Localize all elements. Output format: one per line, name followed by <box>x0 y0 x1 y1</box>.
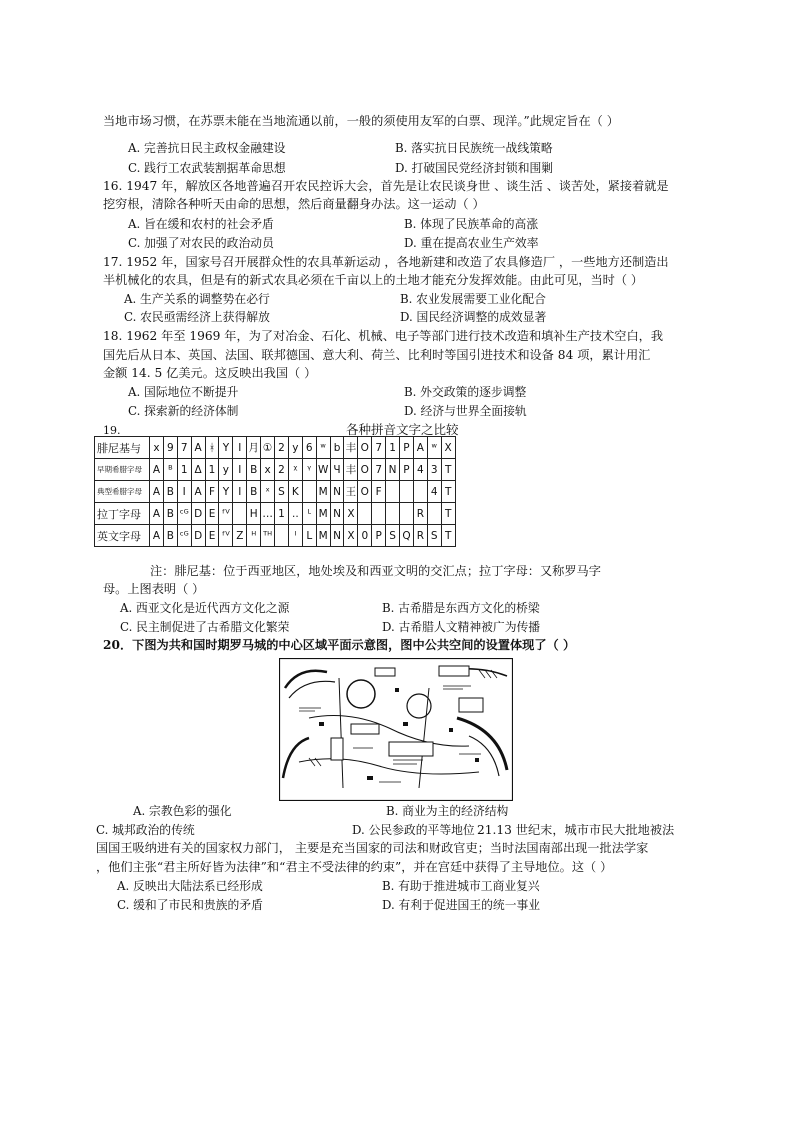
alphabet-cell: B <box>247 481 261 503</box>
alphabet-cell: B <box>163 525 177 547</box>
alphabet-cell: 0 <box>358 525 372 547</box>
q19-note-line2: 母。上图表明（ ） <box>103 582 205 596</box>
q20-option-d: D. 公民参政的平等地位 <box>352 823 475 837</box>
q19-option-b: B. 古希腊是东西方文化的桥梁 <box>382 601 540 615</box>
alphabet-cell: 丰 <box>344 459 358 481</box>
alphabet-cell: b <box>330 437 344 459</box>
q21-option-a: A. 反映出大陆法系已经形成 <box>117 879 263 893</box>
alphabet-cell: I <box>233 437 247 459</box>
alphabet-cell: X <box>344 503 358 525</box>
alphabet-cell: ᚼ <box>205 437 219 459</box>
q21-option-c: C. 缓和了市民和贵族的矛盾 <box>117 898 263 912</box>
alphabet-cell: E <box>205 525 219 547</box>
alphabet-cell: N <box>330 525 344 547</box>
alphabet-cell: M <box>316 481 330 503</box>
alphabet-cell: ᵀᴴ <box>261 525 275 547</box>
alphabet-cell <box>372 503 386 525</box>
alphabet-cell: 2 <box>275 459 289 481</box>
alphabet-cell: W <box>316 459 330 481</box>
q21-stem-start: 21.13 世纪末，城市市民大批地被法 <box>477 823 675 837</box>
alphabet-cell: 7 <box>372 437 386 459</box>
alphabet-cell: ᵞ <box>302 459 316 481</box>
alphabet-cell: 3 <box>427 459 441 481</box>
alphabet-row <box>95 437 456 459</box>
alphabet-cell: ① <box>261 437 275 459</box>
alphabet-cell: ʷ <box>316 437 330 459</box>
alphabet-cell <box>233 503 247 525</box>
alphabet-cell: ᴵ <box>288 525 302 547</box>
alphabet-row-label: 典型希腊字母 <box>95 481 150 503</box>
alphabet-cell: F <box>205 481 219 503</box>
alphabet-cell: B <box>163 481 177 503</box>
alphabet-cell: A <box>191 437 205 459</box>
alphabet-cell: P <box>400 459 414 481</box>
alphabet-cell: B <box>247 459 261 481</box>
alphabet-cell: M <box>316 525 330 547</box>
alphabet-row-label: 早期希腊字母 <box>95 459 150 481</box>
alphabet-cell: 7 <box>177 437 191 459</box>
alphabet-cell: N <box>386 459 400 481</box>
q18-option-c: C. 探索新的经济体制 <box>128 404 239 418</box>
alphabet-cell: T <box>441 503 455 525</box>
alphabet-cell <box>386 481 400 503</box>
alphabet-cell: ᶠⱽ <box>219 525 233 547</box>
alphabet-cell: I <box>177 481 191 503</box>
alphabet-cell: F <box>372 481 386 503</box>
alphabet-cell: T <box>441 459 455 481</box>
q17-option-c: C. 农民亟需经济上获得解放 <box>124 310 270 324</box>
alphabet-cell: ᶠⱽ <box>219 503 233 525</box>
q19-table-title: 各种拼音文字之比较 <box>346 422 459 437</box>
q20-stem: 20．下图为共和国时期罗马城的中心区域平面示意图，图中公共空间的设置体现了（ ） <box>103 638 576 652</box>
alphabet-cell: A <box>413 437 427 459</box>
alphabet-cell: X <box>441 437 455 459</box>
rome-city-center-map <box>279 658 513 801</box>
q17-option-b: B. 农业发展需要工业化配合 <box>400 292 546 306</box>
alphabet-cell: 9 <box>163 437 177 459</box>
alphabet-cell: A <box>150 459 164 481</box>
alphabet-cell <box>400 481 414 503</box>
q19-option-d: D. 古希腊人文精神被广为传播 <box>382 620 541 634</box>
alphabet-cell: 1 <box>177 459 191 481</box>
q15-option-c: C. 践行工农武装割据革命思想 <box>128 161 286 175</box>
alphabet-row <box>95 525 456 547</box>
q19-number: 19. <box>103 424 121 437</box>
alphabet-cell: X <box>344 525 358 547</box>
alphabet-cell: Ч <box>330 459 344 481</box>
q17-stem-line2: 半机械化的农具，但是有的新式农具必须在千亩以上的土地才能充分发挥效能。由此可见，当时（ ） <box>103 273 644 287</box>
alphabet-cell <box>386 503 400 525</box>
alphabet-cell: R <box>413 525 427 547</box>
alphabet-cell: y <box>288 437 302 459</box>
q19-option-a: A. 西亚文化是近代西方文化之源 <box>120 601 290 615</box>
q18-option-b: B. 外交政策的逐步调整 <box>404 385 527 399</box>
alphabet-cell: A <box>150 525 164 547</box>
alphabet-row <box>95 503 456 525</box>
alphabet-cell: ᴴ <box>247 525 261 547</box>
alphabet-cell: ˣ <box>261 481 275 503</box>
alphabet-cell: H <box>247 503 261 525</box>
alphabet-cell: N <box>330 503 344 525</box>
q17-option-a: A. 生产关系的调整势在必行 <box>124 292 270 306</box>
alphabet-cell: ᶜᴳ <box>177 525 191 547</box>
q15-option-a: A. 完善抗日民主政权金融建设 <box>128 141 286 155</box>
alphabet-cell: I <box>233 481 247 503</box>
alphabet-cell: 7 <box>372 459 386 481</box>
q16-option-d: D. 重在提高农业生产效率 <box>404 236 539 250</box>
q19-option-c: C. 民主制促进了古希腊文化繁荣 <box>120 620 290 634</box>
q15-stem-end: 当地市场习惯，在苏票未能在当地流通以前，一般的须使用友军的白票、现洋。”此规定旨在（ ） <box>103 114 619 128</box>
alphabet-cell: P <box>372 525 386 547</box>
q20-option-c: C. 城邦政治的传统 <box>96 823 195 837</box>
q20-option-a: A. 宗教色彩的强化 <box>133 804 232 818</box>
q16-option-a: A. 旨在缓和农村的社会矛盾 <box>128 217 274 231</box>
alphabet-cell: ᵡ <box>288 459 302 481</box>
alphabet-cell: .. <box>288 503 302 525</box>
alphabet-cell: B <box>163 503 177 525</box>
alphabet-cell: O <box>358 459 372 481</box>
alphabet-cell: 1 <box>205 459 219 481</box>
alphabet-comparison-table <box>94 436 456 547</box>
q16-stem-line2: 挖穷根，清除各种听天由命的思想，然后商量翻身办法。这一运动（ ） <box>103 197 485 211</box>
alphabet-cell: I <box>233 459 247 481</box>
alphabet-cell: ᴸ <box>302 503 316 525</box>
alphabet-cell: 1 <box>386 437 400 459</box>
alphabet-row-label: 英文字母 <box>95 525 150 547</box>
alphabet-cell: ʷ <box>427 437 441 459</box>
alphabet-cell: Δ <box>191 459 205 481</box>
q15-option-d: D. 打破国民党经济封锁和围剿 <box>395 161 554 175</box>
q18-stem-line3: 金额 14. 5 亿美元。这反映出我国（ ） <box>103 366 317 380</box>
alphabet-cell: K <box>288 481 302 503</box>
q21-stem-line2: 国国王吸纳进有关的国家权力部门， 主要是充当国家的司法和财政官吏；当时法国南部出现一批法学家 <box>96 841 649 855</box>
q19-note-line1: 注：腓尼基：位于西亚地区，地处埃及和西亚文明的交汇点；拉丁字母：又称罗马字 <box>150 564 601 578</box>
alphabet-cell: Z <box>233 525 247 547</box>
q16-stem-line1: 16. 1947 年，解放区各地普遍召开农民控诉大会，首先是让农民谈身世 、谈生活 、谈苦处，紧接着就是 <box>103 179 669 193</box>
q21-option-b: B. 有助于推进城市工商业复兴 <box>382 879 540 893</box>
alphabet-cell: S <box>427 525 441 547</box>
q18-stem-line2: 国先后从日本、英国、法国、联邦德国、意大利、荷兰、比利时等国引进技术和设备 84 项，累计用汇 <box>103 348 651 362</box>
q18-stem-line1: 18. 1962 年至 1969 年，为了对冶金、石化、机械、电子等部门进行技术改造和填补生产技术空白，我 <box>103 329 664 343</box>
alphabet-cell <box>427 503 441 525</box>
alphabet-cell <box>358 503 372 525</box>
alphabet-row <box>95 459 456 481</box>
q16-option-b: B. 体现了民族革命的高涨 <box>404 217 539 231</box>
alphabet-cell <box>400 503 414 525</box>
alphabet-cell: S <box>275 481 289 503</box>
alphabet-cell: E <box>205 503 219 525</box>
q21-option-d: D. 有利于促进国王的统一事业 <box>382 898 541 912</box>
alphabet-row-label: 腓尼基与 <box>95 437 150 459</box>
alphabet-cell: 6 <box>302 437 316 459</box>
alphabet-row <box>95 481 456 503</box>
q16-option-c: C. 加强了对农民的政治动员 <box>128 236 274 250</box>
alphabet-cell: y <box>219 459 233 481</box>
alphabet-cell <box>413 481 427 503</box>
alphabet-cell: L <box>302 525 316 547</box>
alphabet-cell: 4 <box>427 481 441 503</box>
alphabet-cell: Q <box>400 525 414 547</box>
q18-option-a: A. 国际地位不断提升 <box>128 385 239 399</box>
alphabet-cell: ᴮ <box>163 459 177 481</box>
alphabet-cell: D <box>191 503 205 525</box>
q15-option-b: B. 落实抗日民族统一战线策略 <box>395 141 553 155</box>
alphabet-cell: O <box>358 437 372 459</box>
alphabet-cell: O <box>358 481 372 503</box>
alphabet-cell: … <box>261 503 275 525</box>
q21-stem-line3: ，他们主张“君主所好皆为法律”和“君主不受法律的约束”，并在宫廷中获得了主导地位。这（ ） <box>96 860 613 874</box>
alphabet-cell: A <box>191 481 205 503</box>
q20-option-b: B. 商业为主的经济结构 <box>386 804 509 818</box>
alphabet-cell: x <box>261 459 275 481</box>
alphabet-cell: x <box>150 437 164 459</box>
alphabet-cell: S <box>386 525 400 547</box>
alphabet-cell: 2 <box>275 437 289 459</box>
q17-stem-line1: 17. 1952 年，国家号召开展群众性的农具革新运动 ，各地新建和改造了农具修造厂 ，一些地方还制造出 <box>103 255 669 269</box>
alphabet-cell: T <box>441 481 455 503</box>
alphabet-cell: A <box>150 481 164 503</box>
q17-option-d: D. 国民经济调整的成效显著 <box>400 310 547 324</box>
alphabet-cell: R <box>413 503 427 525</box>
alphabet-cell: Y <box>219 481 233 503</box>
alphabet-cell: 1 <box>275 503 289 525</box>
alphabet-cell: D <box>191 525 205 547</box>
alphabet-cell: P <box>400 437 414 459</box>
alphabet-cell: 月 <box>247 437 261 459</box>
alphabet-cell <box>302 481 316 503</box>
q18-option-d: D. 经济与世界全面接轨 <box>404 404 527 418</box>
alphabet-cell: M <box>316 503 330 525</box>
alphabet-cell: T <box>441 525 455 547</box>
alphabet-cell: Y <box>219 437 233 459</box>
alphabet-cell: N <box>330 481 344 503</box>
alphabet-cell <box>275 525 289 547</box>
alphabet-cell: 丰 <box>344 437 358 459</box>
alphabet-cell: A <box>150 503 164 525</box>
alphabet-cell: 王 <box>344 481 358 503</box>
alphabet-cell: 4 <box>413 459 427 481</box>
alphabet-row-label: 拉丁字母 <box>95 503 150 525</box>
alphabet-cell: ᶜᴳ <box>177 503 191 525</box>
